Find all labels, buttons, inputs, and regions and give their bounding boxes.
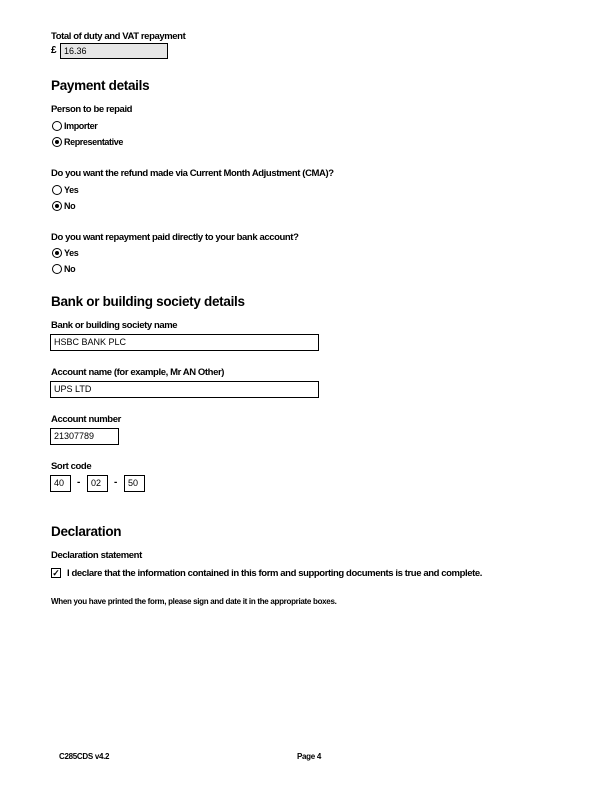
- declaration-checkbox[interactable]: ✓: [52, 568, 60, 578]
- radio-label: Yes: [64, 185, 79, 195]
- radio-button-checked[interactable]: [52, 248, 62, 258]
- radio-button-checked[interactable]: [52, 201, 62, 211]
- account-number-label: Account number: [51, 414, 121, 425]
- sort-code-separator: -: [114, 477, 118, 488]
- person-to-be-repaid-label: Person to be repaid: [51, 104, 133, 115]
- sort-code-separator: -: [77, 477, 81, 488]
- page-number: Page 4: [297, 752, 321, 761]
- declaration-statement-text: I declare that the information contained in this form and supporting documents is true and complete.: [67, 568, 482, 579]
- cma-question-label: Do you want the refund made via Current Month Adjustment (CMA)?: [51, 168, 334, 179]
- sort-code-label: Sort code: [51, 461, 92, 472]
- radio-representative[interactable]: [52, 137, 123, 147]
- total-repayment-field[interactable]: 16.36: [60, 43, 168, 59]
- account-name-label: Account name (for example, Mr AN Other): [51, 367, 225, 378]
- declaration-note: When you have printed the form, please sign and date it in the appropriate boxes.: [51, 597, 337, 606]
- account-number-field[interactable]: 21307789: [50, 428, 119, 445]
- radio-button[interactable]: [52, 264, 62, 274]
- radio-bank-direct-yes[interactable]: [52, 248, 78, 258]
- radio-button-checked[interactable]: [52, 137, 62, 147]
- radio-label: Representative: [64, 137, 123, 147]
- radio-button[interactable]: [52, 121, 62, 131]
- radio-label: No: [64, 264, 76, 274]
- bank-details-heading: Bank or building society details: [51, 294, 245, 309]
- radio-cma-no[interactable]: [52, 201, 75, 211]
- radio-button[interactable]: [52, 185, 62, 195]
- bank-name-field[interactable]: HSBC BANK PLC: [50, 334, 319, 351]
- radio-importer[interactable]: [52, 121, 97, 131]
- account-name-field[interactable]: UPS LTD: [50, 381, 319, 398]
- bank-name-label: Bank or building society name: [51, 320, 178, 331]
- radio-bank-direct-no[interactable]: [52, 264, 75, 274]
- bank-direct-question-label: Do you want repayment paid directly to your bank account?: [51, 232, 299, 243]
- payment-details-heading: Payment details: [51, 78, 150, 93]
- radio-cma-yes[interactable]: [52, 185, 78, 195]
- radio-label: Importer: [64, 121, 98, 131]
- declaration-statement-label: Declaration statement: [51, 550, 142, 561]
- radio-label: No: [64, 201, 76, 211]
- pound-sign: £: [51, 45, 57, 56]
- declaration-heading: Declaration: [51, 524, 122, 539]
- radio-label: Yes: [64, 248, 79, 258]
- sort-code-part-2[interactable]: 02: [87, 475, 108, 492]
- form-code: C285CDS v4.2: [59, 752, 110, 761]
- sort-code-part-3[interactable]: 50: [124, 475, 145, 492]
- total-repayment-label: Total of duty and VAT repayment: [51, 31, 186, 42]
- sort-code-part-1[interactable]: 40: [50, 475, 71, 492]
